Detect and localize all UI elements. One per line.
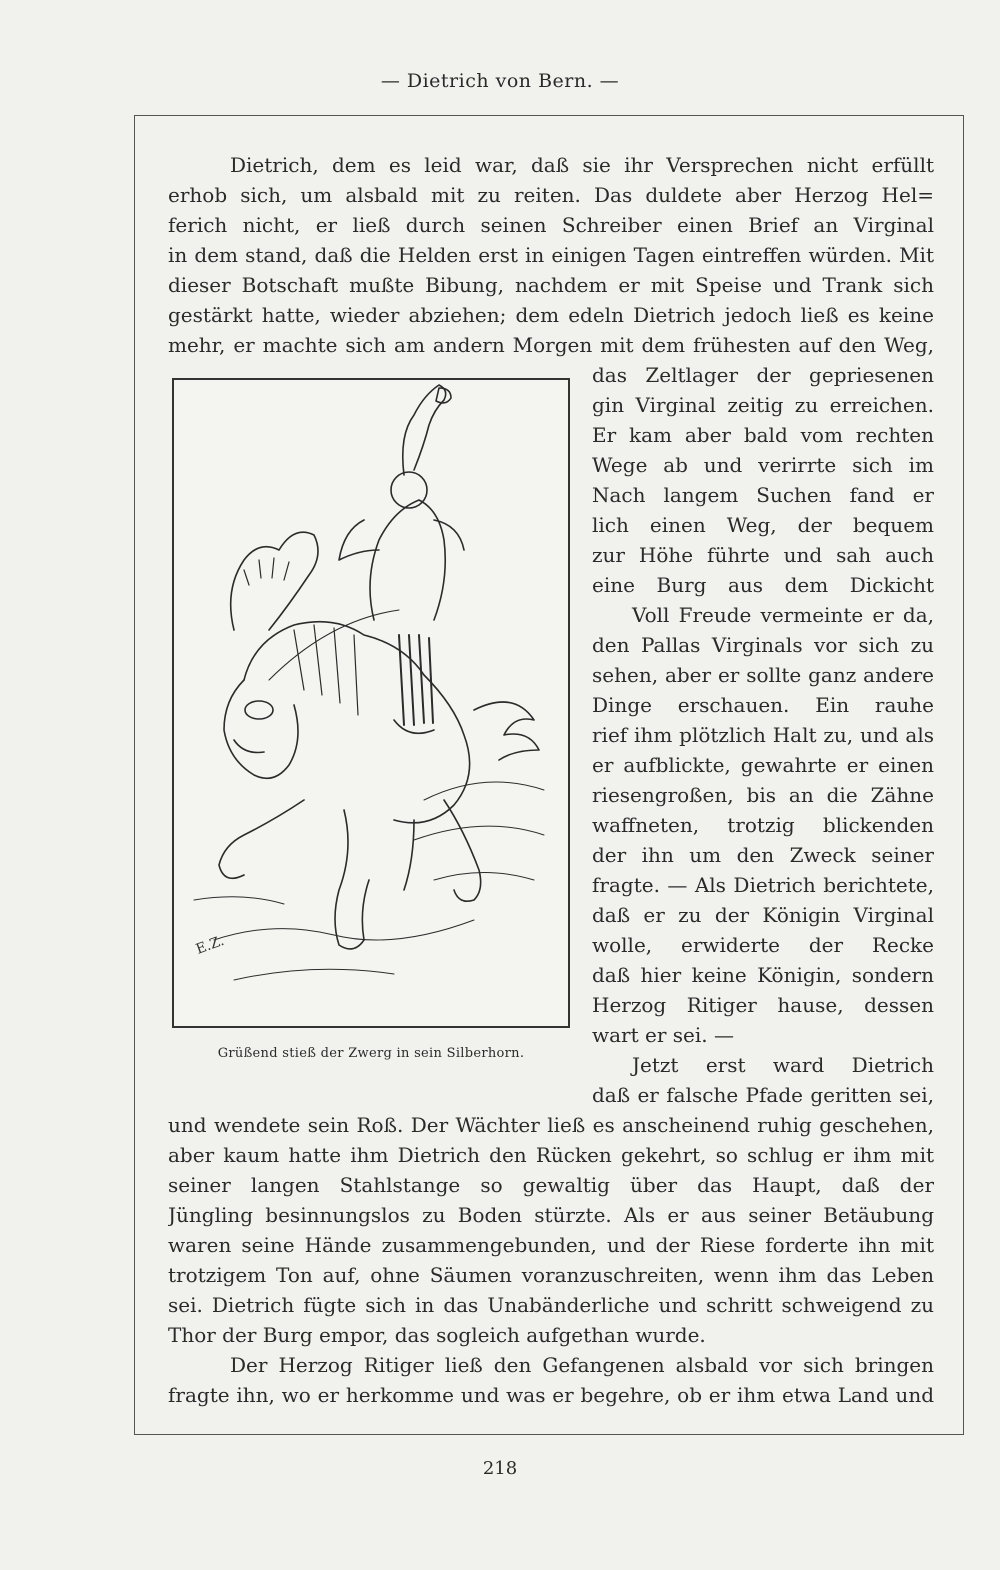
text-line: in dem stand, daß die Helden erst in einigen Tagen eintreffen würden. Mit xyxy=(168,243,934,267)
text-line: sehen, aber er sollte ganz andere xyxy=(592,663,934,687)
text-line: waffneten, trotzig blickenden xyxy=(592,813,934,837)
text-block-bottom xyxy=(168,1110,934,1410)
text-line: fragte ihn, wo er herkomme und was er begehre, ob er ihm etwa Land und xyxy=(168,1383,934,1407)
figure-caption: Grüßend stieß der Zwerg in sein Silberhorn. xyxy=(217,1046,525,1061)
page-number: 218 xyxy=(482,1458,518,1479)
text-block-top xyxy=(168,150,934,360)
text-line: daß er falsche Pfade geritten sei, xyxy=(592,1083,934,1107)
text-line: Nach langem Suchen fand er xyxy=(592,483,934,507)
text-line: lich einen Weg, der bequem xyxy=(592,513,934,537)
text-line: fragte. — Als Dietrich berichtete, xyxy=(592,873,934,897)
illustration xyxy=(172,378,570,1028)
text-line: Wege ab und verirrte sich im xyxy=(592,453,934,477)
text-line: waren seine Hände zusammengebunden, und der Riese forderte ihn mit xyxy=(168,1233,934,1257)
text-line: und wendete sein Roß. Der Wächter ließ es anscheinend ruhig geschehen, xyxy=(168,1113,934,1137)
text-line: Er kam aber bald vom rechten xyxy=(592,423,934,447)
text-line: ferich nicht, er ließ durch seinen Schreiber einen Brief an Virginal xyxy=(168,213,934,237)
text-line: wart er sei. — xyxy=(592,1023,734,1047)
text-line: riesengroßen, bis an die Zähne xyxy=(592,783,934,807)
text-line: der ihn um den Zweck seiner xyxy=(592,843,934,867)
text-line: Der Herzog Ritiger ließ den Gefangenen alsbald vor sich bringen xyxy=(230,1353,934,1377)
text-line: zur Höhe führte und sah auch xyxy=(592,543,934,567)
running-head: — Dietrich von Bern. — xyxy=(380,70,620,92)
text-line: rief ihm plötzlich Halt zu, und als xyxy=(592,723,934,747)
text-line: dieser Botschaft mußte Bibung, nachdem er mit Speise und Trank sich xyxy=(168,273,934,297)
text-line: Jetzt erst ward Dietrich xyxy=(632,1053,934,1077)
text-line: das Zeltlager der gepriesenen xyxy=(592,363,934,387)
text-line: eine Burg aus dem Dickicht xyxy=(592,573,934,597)
text-line: er aufblickte, gewahrte er einen xyxy=(592,753,934,777)
text-line: seiner langen Stahlstange so gewaltig über das Haupt, daß der xyxy=(168,1173,934,1197)
text-line: erhob sich, um alsbald mit zu reiten. Das duldete aber Herzog Hel= xyxy=(168,183,934,207)
text-line: gestärkt hatte, wieder abziehen; dem edeln Dietrich jedoch ließ es keine xyxy=(168,303,934,327)
text-line: daß hier keine Königin, sondern xyxy=(592,963,934,987)
text-line: Thor der Burg empor, das sogleich aufgethan wurde. xyxy=(168,1323,706,1347)
text-line: trotzigem Ton auf, ohne Säumen voranzuschreiten, wenn ihm das Leben xyxy=(168,1263,934,1287)
text-line: gin Virginal zeitig zu erreichen. xyxy=(592,393,934,417)
text-line: sei. Dietrich fügte sich in das Unabänderliche und schritt schweigend zu xyxy=(168,1293,934,1317)
text-line: den Pallas Virginals vor sich zu xyxy=(592,633,934,657)
text-line: Dietrich, dem es leid war, daß sie ihr Versprechen nicht erfüllt xyxy=(230,153,934,177)
text-line: Dinge erschauen. Ein rauhe xyxy=(592,693,934,717)
text-line: mehr, er machte sich am andern Morgen mit dem frühesten auf den Weg, xyxy=(168,333,934,357)
text-line: Herzog Ritiger hause, dessen xyxy=(592,993,934,1017)
text-block-side xyxy=(592,360,934,1110)
text-line: aber kaum hatte ihm Dietrich den Rücken gekehrt, so schlug er ihm mit xyxy=(168,1143,934,1167)
artist-signature: E.Z. xyxy=(193,932,227,958)
text-line: Jüngling besinnungslos zu Boden stürzte. Als er aus seiner Betäubung xyxy=(168,1203,934,1227)
rider-on-horse-illustration xyxy=(174,380,568,1026)
text-line: daß er zu der Königin Virginal xyxy=(592,903,934,927)
text-line: wolle, erwiderte der Recke xyxy=(592,933,934,957)
text-line: Voll Freude vermeinte er da, xyxy=(632,603,934,627)
